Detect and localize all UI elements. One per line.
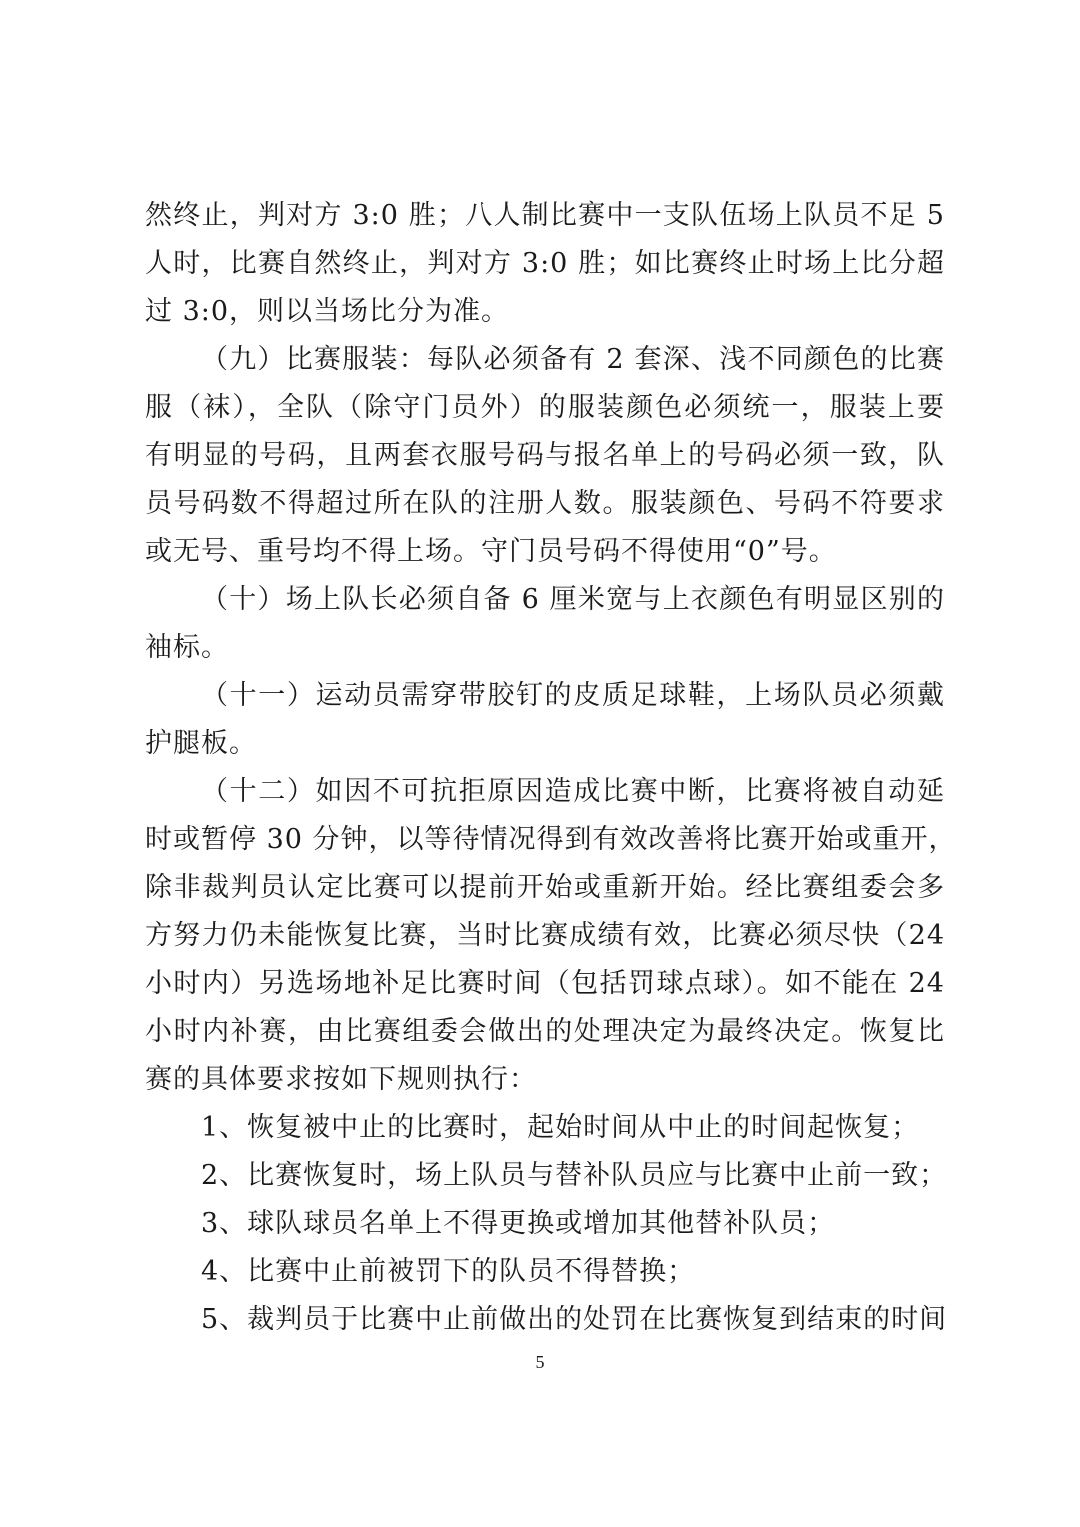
text-line: 员号码数不得超过所在队的注册人数。服装颜色、号码不符要求 <box>145 488 945 519</box>
text-line: 袖标。 <box>145 632 229 663</box>
text-line: 人时，比赛自然终止，判对方 3:0 胜；如比赛终止时场上比分超 <box>145 248 945 279</box>
text-line: 赛的具体要求按如下规则执行： <box>145 1064 537 1095</box>
page-number: 5 <box>535 1352 545 1372</box>
text-line: 小时内）另选场地补足比赛时间（包括罚球点球）。如不能在 24 <box>145 968 945 999</box>
text-line: 时或暂停 30 分钟，以等待情况得到有效改善将比赛开始或重开， <box>145 824 957 855</box>
text-line: 3、球队球员名单上不得更换或增加其他替补队员； <box>201 1208 836 1239</box>
text-line: 然终止，判对方 3:0 胜；八人制比赛中一支队伍场上队员不足 5 <box>145 200 945 231</box>
text-line: （十一）运动员需穿带胶钉的皮质足球鞋，上场队员必须戴 <box>201 680 945 711</box>
text-line: 过 3:0，则以当场比分为准。 <box>145 296 510 327</box>
text-line: 2、比赛恢复时，场上队员与替补队员应与比赛中止前一致； <box>201 1160 948 1191</box>
text-line: 方努力仍未能恢复比赛，当时比赛成绩有效，比赛必须尽快（24 <box>145 920 945 951</box>
text-line: （十）场上队长必须自备 6 厘米宽与上衣颜色有明显区别的 <box>201 584 945 615</box>
text-line: 或无号、重号均不得上场。守门员号码不得使用“0”号。 <box>145 536 837 567</box>
text-line: 有明显的号码，且两套衣服号码与报名单上的号码必须一致，队 <box>145 440 945 471</box>
text-line: 护腿板。 <box>145 728 257 759</box>
text-line: 小时内补赛，由比赛组委会做出的处理决定为最终决定。恢复比 <box>145 1016 945 1047</box>
document-body <box>145 192 957 1344</box>
text-line: 服（袜），全队（除守门员外）的服装颜色必须统一，服装上要 <box>145 392 945 423</box>
text-line: （十二）如因不可抗拒原因造成比赛中断，比赛将被自动延 <box>201 776 945 807</box>
text-line: 4、比赛中止前被罚下的队员不得替换； <box>201 1256 696 1287</box>
text-line: 5、裁判员于比赛中止前做出的处罚在比赛恢复到结束的时间 <box>201 1304 948 1335</box>
text-line: 1、恢复被中止的比赛时，起始时间从中止的时间起恢复； <box>201 1112 920 1143</box>
text-line: （九）比赛服装：每队必须备有 2 套深、浅不同颜色的比赛 <box>201 344 945 375</box>
text-line: 除非裁判员认定比赛可以提前开始或重新开始。经比赛组委会多 <box>145 872 945 903</box>
